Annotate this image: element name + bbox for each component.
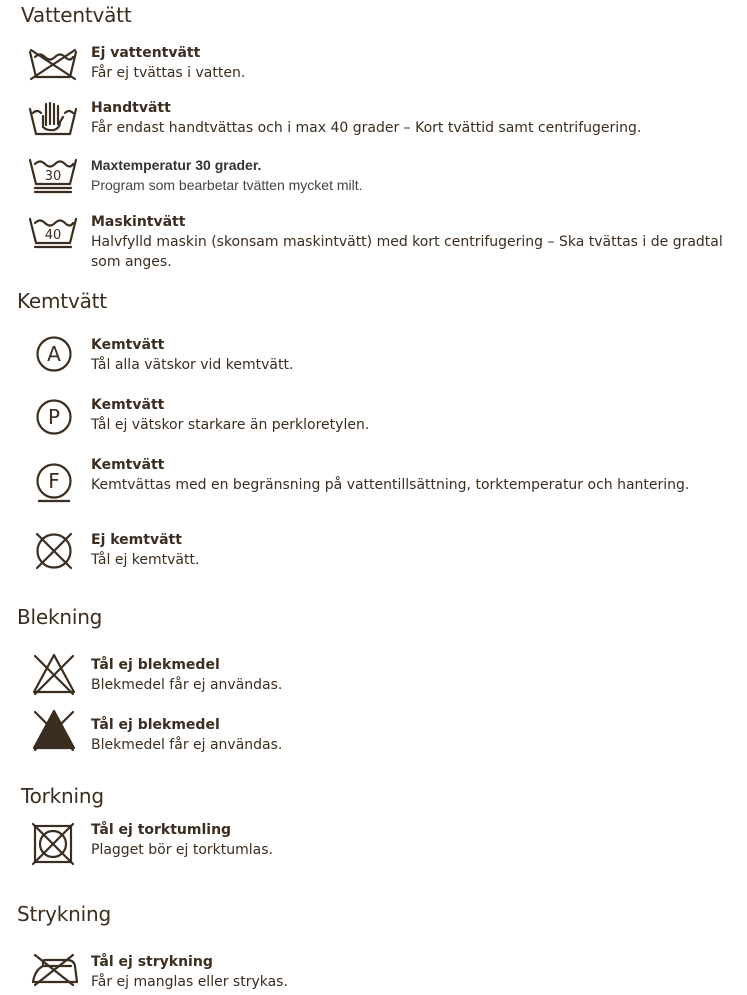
- entry-title: Maxtemperatur 30 grader.: [91, 157, 262, 173]
- wash-30-icon: [27, 155, 79, 195]
- no-tumble-dry-icon: [31, 822, 75, 866]
- care-entry-dry-clean-a: [91, 335, 293, 375]
- section-heading-bleach: Blekning: [17, 605, 103, 629]
- section-heading-dry-clean: Kemtvätt: [17, 289, 107, 313]
- care-entry-dry-clean-p: [91, 395, 369, 435]
- dry-clean-f-icon: [35, 462, 73, 504]
- entry-description: Får ej tvättas i vatten.: [91, 65, 246, 81]
- entry-title: Kemtvätt: [91, 397, 165, 413]
- wash-40-icon: [27, 214, 79, 250]
- care-entry-no-bleach: [91, 655, 282, 695]
- entry-description: Program som bearbetar tvätten mycket milt.: [91, 177, 363, 193]
- care-entry-no-dry-clean: [91, 530, 199, 570]
- entry-description: Får ej manglas eller strykas.: [91, 974, 288, 990]
- dry-clean-p-icon: [35, 398, 73, 436]
- care-entry-machine-wash: [91, 212, 741, 272]
- entry-title: Kemtvätt: [91, 457, 165, 473]
- entry-title: Ej vattentvätt: [91, 45, 201, 61]
- care-entry-dry-clean-f: [91, 455, 689, 495]
- care-entry-no-wash: [91, 43, 245, 83]
- entry-description: Kemtvättas med en begränsning på vattentillsättning, torktemperatur och hantering.: [91, 477, 690, 493]
- entry-title: Tål ej blekmedel: [91, 717, 220, 733]
- solvent-letter: A: [47, 342, 61, 366]
- entry-description: Halvfylld maskin (skonsam maskintvätt) med kort centrifugering – Ska tvättas i de gradtal som anges.: [91, 234, 723, 270]
- solvent-letter: P: [47, 405, 61, 429]
- no-wash-icon: [27, 46, 79, 82]
- care-entry-no-iron: [91, 952, 288, 992]
- entry-title: Tål ej strykning: [91, 954, 213, 970]
- entry-title: Tål ej blekmedel: [91, 657, 220, 673]
- entry-title: Maskintvätt: [91, 214, 186, 230]
- entry-description: Blekmedel får ej användas.: [91, 677, 283, 693]
- hand-wash-icon: [27, 100, 79, 138]
- section-heading-ironing: Strykning: [17, 902, 111, 926]
- no-iron-icon: [29, 949, 81, 987]
- section-heading-drying: Torkning: [21, 784, 104, 808]
- no-bleach-filled-icon: [31, 708, 77, 752]
- entry-description: Tål alla vätskor vid kemtvätt.: [91, 357, 294, 373]
- dry-clean-a-icon: [35, 335, 73, 373]
- care-entry-hand-wash: [91, 98, 641, 138]
- care-entry-no-bleach-2: [91, 715, 282, 755]
- temperature-label: 40: [44, 228, 62, 243]
- entry-title: Ej kemtvätt: [91, 532, 182, 548]
- entry-title: Kemtvätt: [91, 337, 165, 353]
- care-entry-no-tumble-dry: [91, 820, 273, 860]
- entry-title: Tål ej torktumling: [91, 822, 232, 838]
- care-entry-wash-30: [91, 155, 363, 195]
- section-heading-wash: Vattentvätt: [21, 3, 132, 27]
- no-bleach-icon: [31, 652, 77, 696]
- entry-description: Plagget bör ej torktumlas.: [91, 842, 273, 858]
- entry-description: Blekmedel får ej användas.: [91, 737, 283, 753]
- entry-description: Får endast handtvättas och i max 40 grader – Kort tvättid samt centrifugering.: [91, 120, 642, 136]
- entry-description: Tål ej kemtvätt.: [91, 552, 200, 568]
- solvent-letter: F: [48, 469, 60, 493]
- entry-title: Handtvätt: [91, 100, 171, 116]
- no-dry-clean-icon: [33, 530, 75, 572]
- entry-description: Tål ej vätskor starkare än perkloretylen.: [91, 417, 370, 433]
- temperature-label: 30: [44, 169, 62, 184]
